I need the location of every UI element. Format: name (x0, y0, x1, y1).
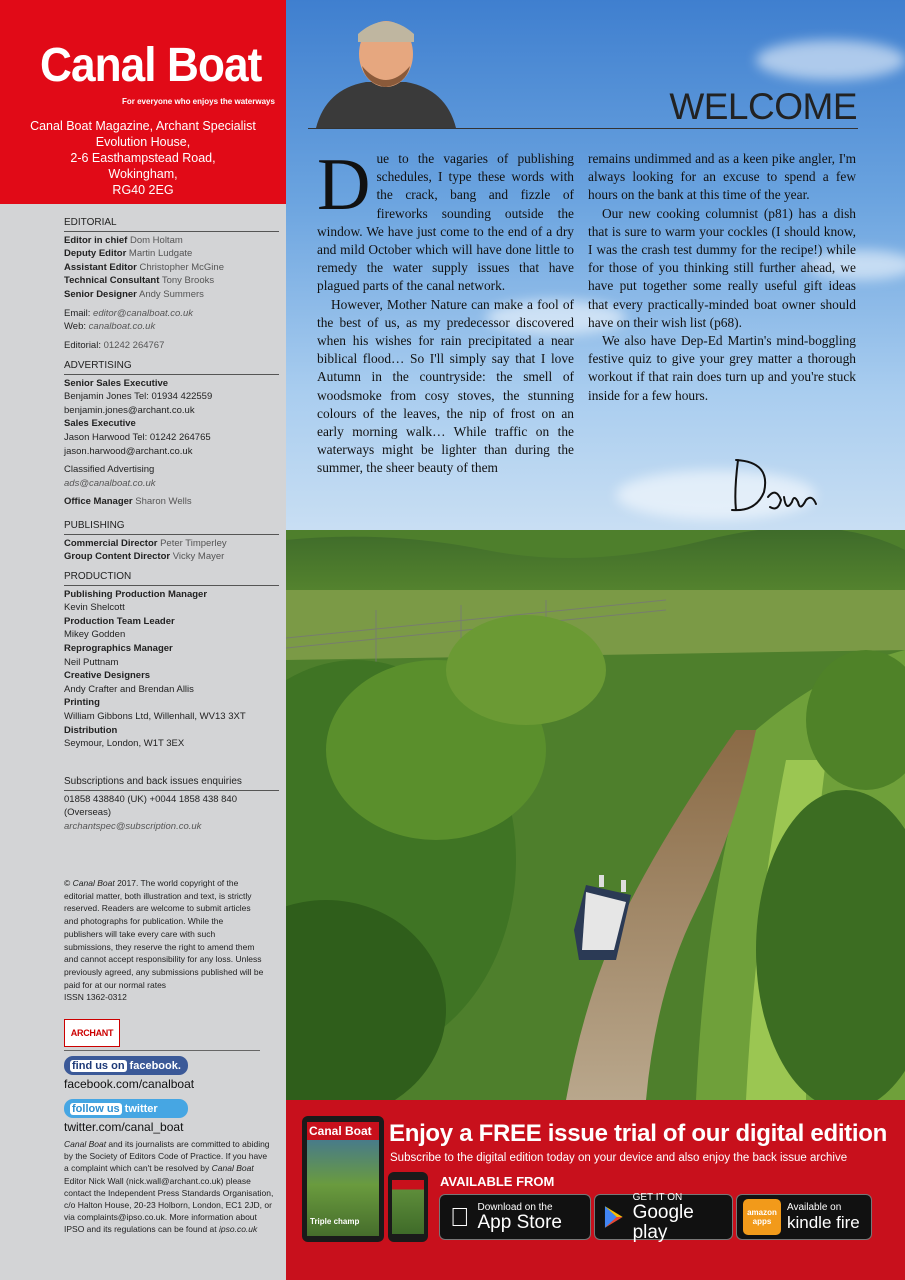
classified-email[interactable]: ads@canalboat.co.uk (64, 477, 156, 489)
ipso-link[interactable]: ipso.co.uk (219, 1224, 258, 1235)
canal-photo (286, 530, 905, 1100)
welcome-panel (286, 0, 905, 1100)
digital-edition-banner[interactable] (286, 1100, 905, 1280)
credit-role: Printing (64, 697, 100, 709)
editorial-email[interactable]: Email: editor@canalboat.co.uk (64, 307, 194, 319)
section-heading: PRODUCTION (64, 570, 279, 586)
masthead-sidebar (0, 0, 286, 1280)
credit-row: Deputy Editor Martin Ludgate (64, 248, 193, 260)
tablet-mockup (302, 1116, 384, 1242)
editor-signature (726, 452, 826, 522)
archant-logo: ARCHANT (64, 1019, 120, 1047)
editor-portrait (306, 4, 466, 128)
credit-role: Creative Designers (64, 670, 151, 682)
credit-row: Editor in chief Dom Holtam (64, 234, 183, 246)
banner-subtitle: Subscribe to the digital edition today on your device and also enjoy the back issue archive (390, 1152, 848, 1164)
credit-role: Sales Executive (64, 418, 136, 430)
magazine-logo: Canal Boat (40, 39, 262, 92)
credit-role: Reprographics Manager (64, 642, 173, 654)
editorial-paragraph: remains undimmed and as a keen pike angler, I'm always looking for an excuse to spend a few hours on the bank at this time of the year. (588, 151, 856, 203)
credit-row: Commercial Director Peter Timperley (64, 537, 227, 549)
section-heading: ADVERTISING (64, 359, 279, 375)
address-line: Canal Boat Magazine, Archant Specialist (30, 119, 256, 133)
credit-role: Senior Sales Executive (64, 377, 169, 389)
divider (64, 1050, 260, 1051)
banner-title: Enjoy a FREE issue trial of our digital edition (389, 1120, 887, 1147)
editorial-paragraph: Our new cooking columnist (p81) has a dish that is sure to warm your cockles (I should know, I was the crash test dummy for the recipe!) while for those of you thinking still further ahead, we have put together some really useful gift ideas that every practically-minded boat owner should have on their wish list (p68). (588, 205, 856, 330)
credit-row: Office Manager Sharon Wells (64, 496, 192, 508)
address-line: Wokingham, (108, 167, 178, 181)
logo-tagline: For everyone who enjoys the waterways (122, 97, 275, 106)
editorial-paragraph: We also have Dep-Ed Martin's mind-boggling festive quiz to give your grey matter a thorough workout if that rain does turn up and you're stuck inside for a few hours. (588, 333, 856, 403)
address-line: Evolution House, (95, 135, 191, 149)
editorial-web[interactable]: Web: canalboat.co.uk (64, 321, 156, 333)
credit-role: Classified Advertising (64, 464, 155, 476)
editorial-phone: Editorial: 01242 264767 (64, 339, 165, 351)
title-rule (308, 128, 858, 129)
credit-role: Publishing Production Manager (64, 588, 208, 600)
kindle-fire-button[interactable]: amazon apps Available on kindle fire (736, 1194, 872, 1240)
credit-name: Seymour, London, W1T 3EX (64, 738, 185, 750)
credit-name: Andy Crafter and Brendan Allis (64, 683, 194, 695)
editorial-paragraph: However, Mother Nature can make a fool of the best of us, as my predecessor discovered when his wishes for rain precipitated a near biblical flood… So I'll simply say that I love Autumn in the countryside: the smell of woodsmoke from cosy stoves, the stunning colours of the leaves, the nip of frost on an early morning walk… While traffic on the waterways might be lighter than during the summer, the sheer beauty of them (317, 296, 574, 476)
copyright-notice: © Canal Boat 2017. The world copyright of the editorial matter, both illustration and text, is strictly reserved. Readers are welcome to submit articles and photographs for publication. While the publishers will take every care with such submissions, they reserve the right to amend them and cannot accept responsibility for any loss. Unless previously agreed, any submissions published will be paid for at our normal rates ISSN 1362-0312 (64, 878, 264, 1003)
ipso-notice: Canal Boat and its journalists are committed to abiding by the Society of Editors Code of Practice. If you have a complaint which can't be resolved by Canal Boat Editor Nick Wall (nick.wall@archant.co.uk) please contact the Independent Press Standards Organisation, c/o Halton House, 20-23 Holborn, London, EC1 2JD, or via complaints@ipso.co.uk. More information about IPSO and its regulations can be found at ipso.co.uk (64, 1139, 274, 1235)
google-play-button[interactable]: GET IT ON Google play (594, 1194, 733, 1240)
drop-cap: D (317, 144, 371, 226)
publisher-address (0, 118, 286, 198)
credit-contact: Jason Harwood Tel: 01242 264765 (64, 431, 211, 443)
credit-name: William Gibbons Ltd, Willenhall, WV13 3XT (64, 710, 246, 722)
credit-row: Technical Consultant Tony Brooks (64, 275, 215, 287)
credit-row: Senior Designer Andy Summers (64, 288, 204, 300)
available-from: AVAILABLE FROM (440, 1174, 555, 1189)
editorial-column-2 (588, 150, 856, 405)
subscriptions-phone: 01858 438840 (UK) +0044 1858 438 840 (Overseas) (64, 793, 237, 819)
editorial-column-1 (317, 144, 574, 478)
editorial-paragraph: ue to the vagaries of publishing schedules, I type these words with the crack, bang and fizzle of fireworks sounding outside the window. We have just come to the end of a dry and mild October which will have done little to remedy the water supply issues that have plagued parts of the canal network. (317, 151, 574, 294)
editorial-section (64, 216, 279, 352)
twitter-url[interactable]: twitter.com/canal_boat (64, 1120, 184, 1134)
subscriptions-email[interactable]: archantspec@subscription.co.uk (64, 820, 202, 832)
credit-row: Assistant Editor Christopher McGine (64, 261, 224, 273)
apple-icon (450, 1202, 470, 1233)
app-store-button[interactable]: Download on the App Store (439, 1194, 591, 1240)
facebook-url[interactable]: facebook.com/canalboat (64, 1077, 195, 1091)
masthead-header (0, 0, 286, 204)
issn: ISSN 1362-0312 (64, 992, 127, 1003)
subscriptions-section (64, 775, 279, 833)
credit-email[interactable]: benjamin.jones@archant.co.uk (64, 404, 195, 416)
section-heading: Subscriptions and back issues enquiries (64, 775, 279, 791)
welcome-title: WELCOME (669, 86, 857, 127)
credit-name: Mikey Godden (64, 629, 126, 641)
address-line: RG40 2EG (112, 183, 174, 197)
section-heading: EDITORIAL (64, 216, 279, 232)
production-section (64, 570, 279, 751)
mag-cover-line: Triple champ (310, 1217, 360, 1226)
credit-role: Distribution (64, 724, 118, 736)
facebook-button[interactable]: find us on facebook. (64, 1056, 188, 1075)
phone-mockup (388, 1172, 428, 1242)
credit-role: Production Team Leader (64, 615, 175, 627)
section-heading: PUBLISHING (64, 519, 279, 535)
credit-email[interactable]: jason.harwood@archant.co.uk (64, 445, 193, 457)
twitter-button[interactable]: follow us twitter (64, 1099, 188, 1118)
advertising-section (64, 359, 279, 509)
google-play-icon (603, 1205, 625, 1229)
mag-cover-title: Canal Boat (307, 1122, 379, 1140)
publishing-section (64, 519, 279, 564)
address-line: 2-6 Easthampstead Road, (70, 151, 216, 165)
credit-contact: Benjamin Jones Tel: 01934 422559 (64, 391, 213, 403)
credit-name: Kevin Shelcott (64, 602, 125, 614)
credit-name: Neil Puttnam (64, 656, 119, 668)
amazon-apps-icon: amazon apps (743, 1199, 781, 1235)
credit-row: Group Content Director Vicky Mayer (64, 551, 225, 563)
